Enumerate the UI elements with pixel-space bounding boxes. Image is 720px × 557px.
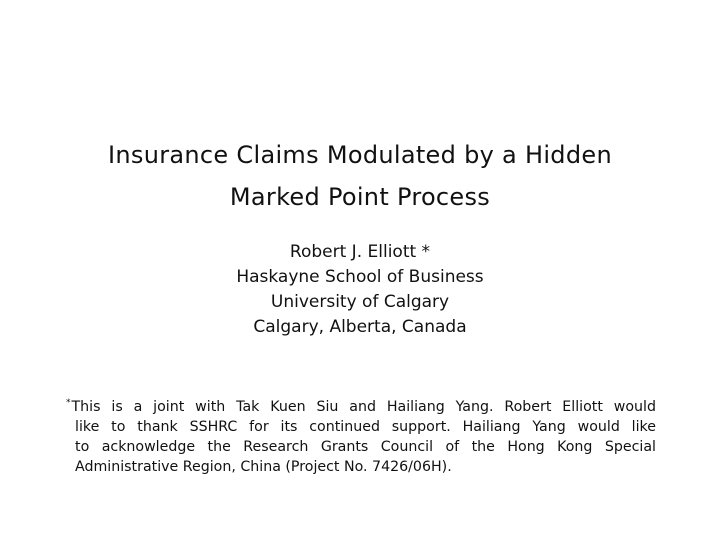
author-university: University of Calgary <box>270 292 450 312</box>
footnote-line-4: Administrative Region, China (Project No. 7426/06H). <box>75 459 452 475</box>
footnote-line-3: to acknowledge the Research Grants Council of the Hong Kong Special <box>75 439 656 455</box>
footnote <box>66 393 656 477</box>
author-name: Robert J. Elliott * <box>289 242 431 262</box>
author-location: Calgary, Alberta, Canada <box>253 317 467 337</box>
footnote-line-1-text: This is a joint with Tak Kuen Siu and Hailiang Yang. Robert Elliott would <box>71 399 656 415</box>
author-school: Haskayne School of Business <box>236 267 484 287</box>
title-line-2: Marked Point Process <box>229 183 491 211</box>
footnote-line-1 <box>66 393 656 417</box>
footnote-marker: * <box>66 398 71 408</box>
title-line-1: Insurance Claims Modulated by a Hidden <box>108 141 612 169</box>
author-block <box>0 240 720 340</box>
footnote-line-2: like to thank SSHRC for its continued support. Hailiang Yang would like <box>75 419 656 435</box>
